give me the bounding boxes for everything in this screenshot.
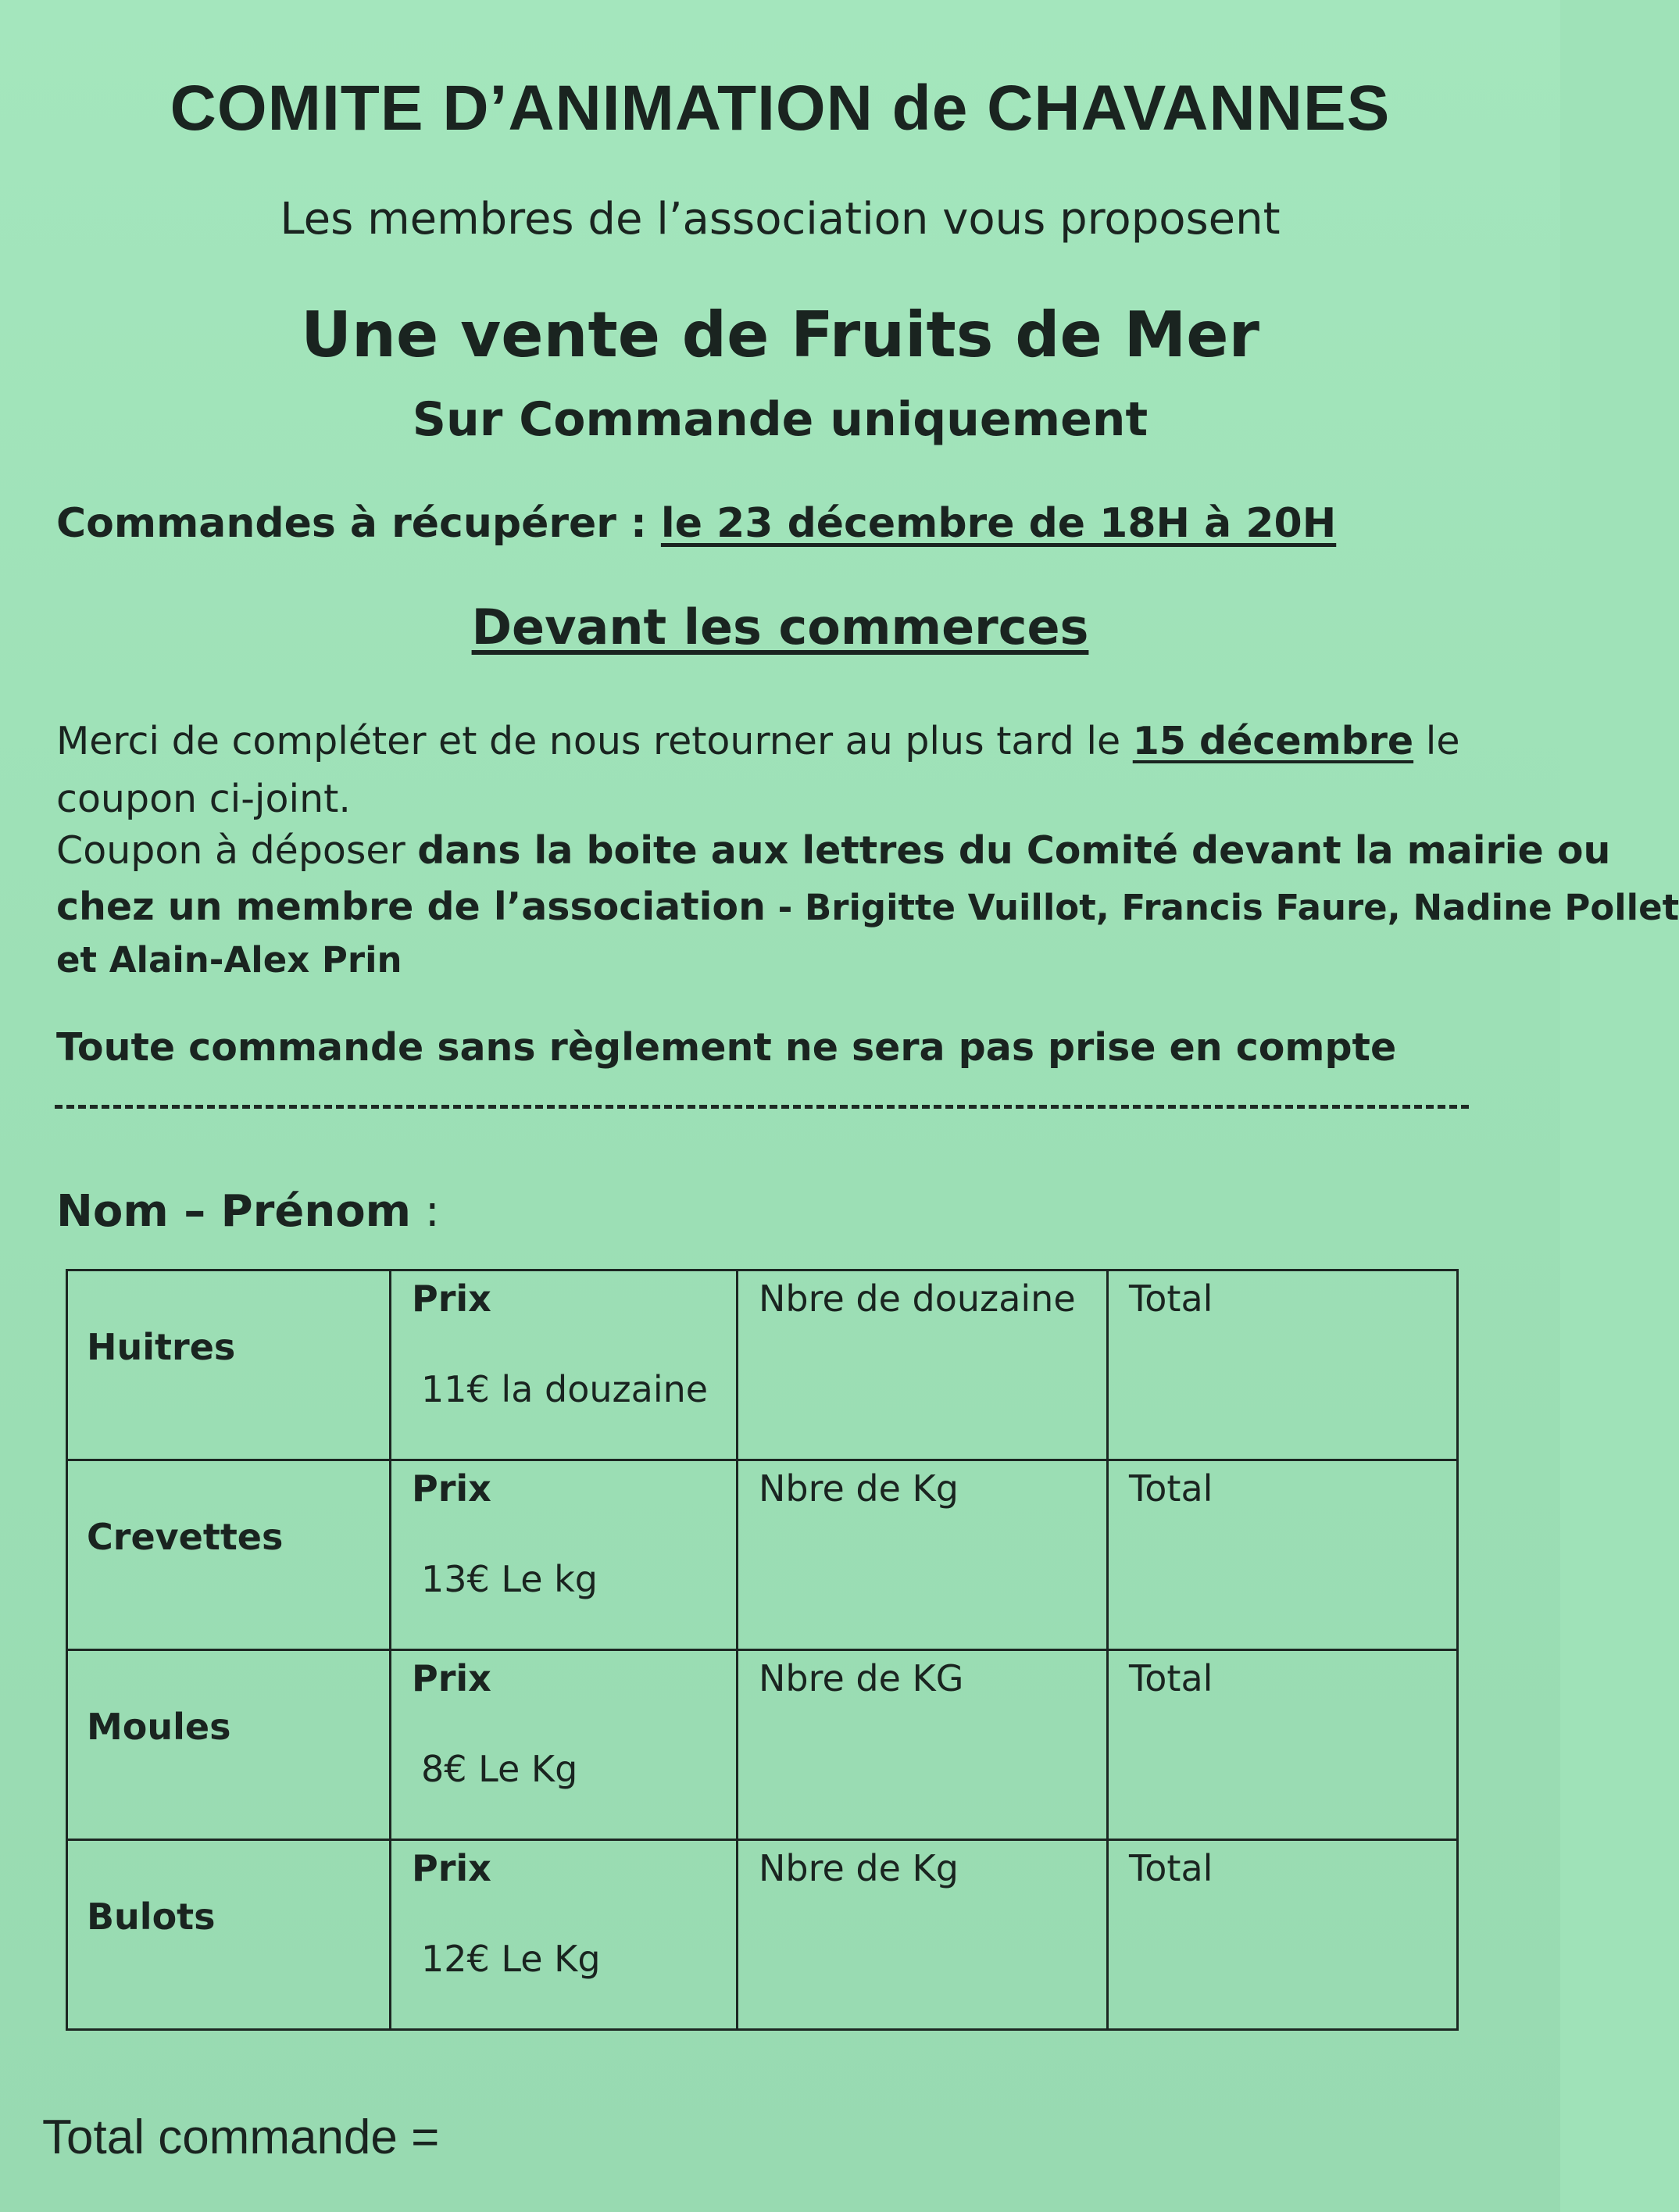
product-cell [67,1270,391,1460]
price-label: Prix [412,1467,491,1510]
total-cell[interactable] [1108,1460,1458,1650]
product-cell [67,1460,391,1650]
deposit-instructions [56,828,1610,873]
price-cell [391,1840,738,2030]
intro-text: Les membres de l’association vous proposent [280,194,1281,245]
price-cell [391,1650,738,1840]
price-cell [391,1460,738,1650]
quantity-cell[interactable] [738,1270,1108,1460]
price-value: 11€ la douzaine [421,1368,709,1410]
return-deadline: 15 décembre [1132,719,1414,763]
event-subtitle: Sur Commande uniquement [412,392,1149,447]
table-row [67,1650,1458,1840]
payment-warning: Toute commande sans règlement ne sera pas prise en compte [56,1025,1397,1070]
order-table [66,1269,1459,2031]
product-name: Huitres [87,1326,236,1368]
table-row [67,1270,1458,1460]
quantity-cell[interactable] [738,1650,1108,1840]
pickup-date: le 23 décembre de 18H à 20H [660,500,1337,547]
name-label-text: Nom – Prénom [56,1186,412,1237]
return-instructions-line2: coupon ci-joint. [56,777,351,821]
total-label: Total [1129,1467,1213,1510]
order-total-label: Total commande = [42,2110,440,2164]
total-label: Total [1129,1278,1213,1320]
quantity-cell[interactable] [738,1460,1108,1650]
name-field-label [56,1186,440,1237]
product-name: Crevettes [87,1516,284,1558]
product-cell [67,1840,391,2030]
pickup-location [0,599,1560,656]
total-label: Total [1129,1847,1213,1889]
return-prefix: Merci de compléter et de nous retourner au plus tard le [56,719,1133,763]
pickup-info [56,500,1336,547]
quantity-label: Nbre de Kg [759,1847,959,1889]
price-value: 12€ Le Kg [421,1938,601,1980]
pickup-location-text: Devant les commerces [471,599,1089,656]
total-cell[interactable] [1108,1270,1458,1460]
deposit-member-label: chez un membre de l’association [56,884,766,929]
pickup-label: Commandes à récupérer : [56,500,661,547]
deposit-place: dans la boite aux lettres du Comité devant la mairie ou [417,828,1611,873]
price-value: 8€ Le Kg [421,1748,578,1790]
quantity-label: Nbre de douzaine [759,1278,1076,1320]
product-cell [67,1650,391,1840]
price-label: Prix [412,1847,491,1889]
price-value: 13€ Le kg [421,1558,598,1600]
product-name: Moules [87,1706,231,1748]
return-instructions [56,719,1459,763]
total-cell[interactable] [1108,1650,1458,1840]
deposit-prefix: Coupon à déposer [56,828,418,873]
coupon-cut-line [55,1105,1469,1109]
product-name: Bulots [87,1896,216,1938]
return-suffix: le [1413,719,1460,763]
price-label: Prix [412,1278,491,1320]
total-cell[interactable] [1108,1840,1458,2030]
table-row [67,1460,1458,1650]
event-title: Une vente de Fruits de Mer [301,298,1259,371]
total-label: Total [1129,1657,1213,1699]
deposit-member-names-line3: et Alain-Alex Prin [56,939,402,981]
deposit-member-names: - Brigitte Vuillot, Francis Faure, Nadine Pollet [765,887,1679,928]
table-row [67,1840,1458,2030]
price-label: Prix [412,1657,491,1699]
deposit-instructions-line2 [56,884,1679,929]
quantity-label: Nbre de KG [759,1657,964,1699]
quantity-label: Nbre de Kg [759,1467,959,1510]
name-label-colon: : [411,1186,440,1237]
quantity-cell[interactable] [738,1840,1108,2030]
price-cell [391,1270,738,1460]
association-title: COMITE D’ANIMATION de CHAVANNES [170,73,1391,144]
